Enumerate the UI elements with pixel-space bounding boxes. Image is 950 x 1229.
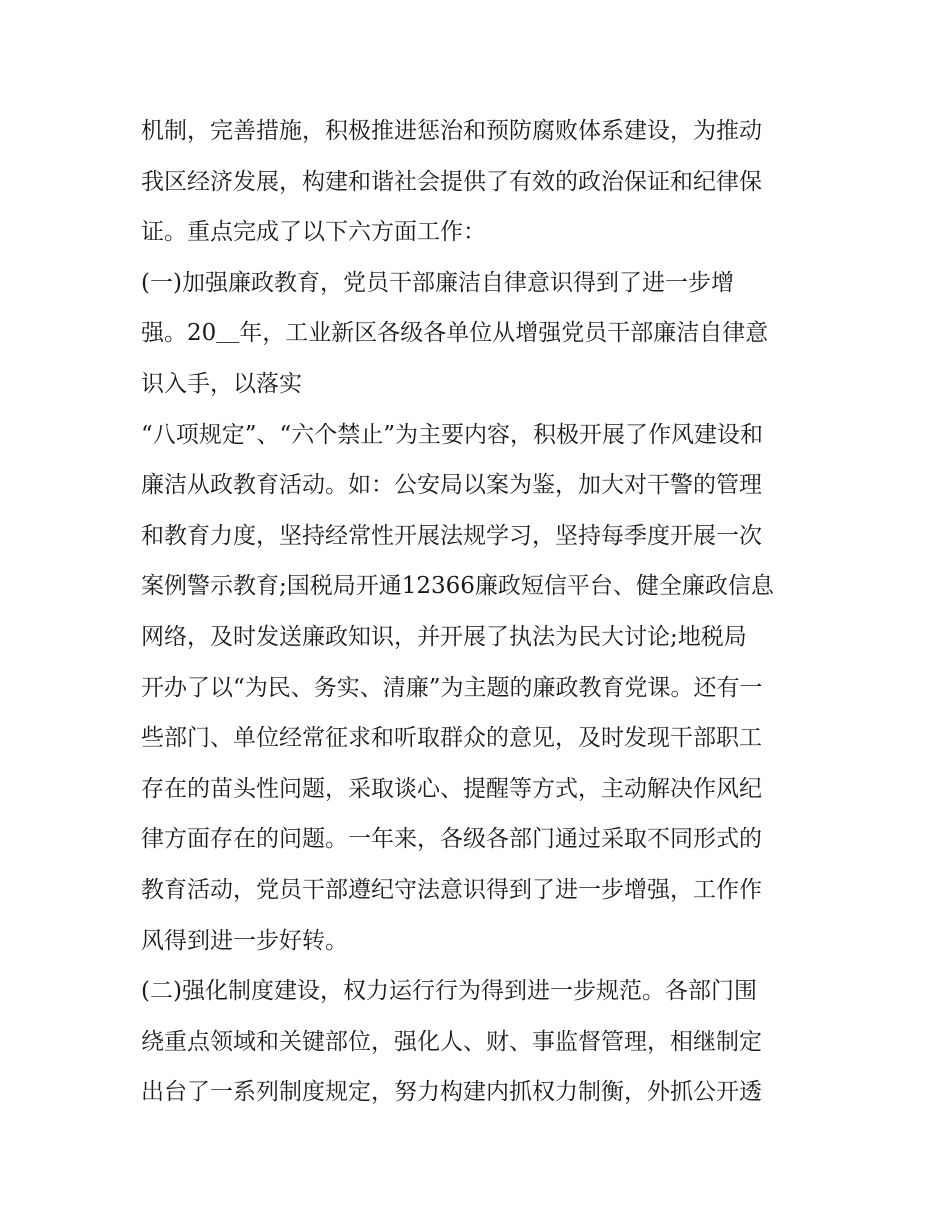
text-line: 识入手，以落实 <box>141 370 302 397</box>
text-line: 我区经济发展，构建和谐社会提供了有效的政治保证和纪律保 <box>141 168 762 195</box>
text-line: 网络，及时发送廉政知识，并开展了执法为民大讨论;地税局 <box>141 623 747 650</box>
text-line: 出台了一系列制度规定，努力构建内抓权力制衡，外抓公开透 <box>141 1079 762 1106</box>
text-line: 些部门、单位经常征求和听取群众的意见，及时发现干部职工 <box>141 725 762 752</box>
text-line: 机制，完善措施，积极推进惩治和预防腐败体系建设，为推动 <box>141 118 762 144</box>
text-line: 律方面存在的问题。一年来，各级各部门通过采取不同形式的 <box>141 826 762 853</box>
text-line: 存在的苗头性问题，采取谈心、提醒等方式，主动解决作风纪 <box>141 775 762 802</box>
text-line: 证。重点完成了以下六方面工作： <box>141 219 486 246</box>
text-line: 案例警示教育;国税局开通12366廉政短信平台、健全廉政信息 <box>141 573 774 600</box>
text-line: 廉洁从政教育活动。如：公安局以案为鉴，加大对干警的管理 <box>141 472 762 499</box>
body-text <box>141 106 821 1118</box>
text-line: 开办了以“为民、务实、清廉”为主题的廉政教育党课。还有一 <box>141 674 763 701</box>
text-line: 和教育力度，坚持经常性开展法规学习，坚持每季度开展一次 <box>141 522 762 549</box>
text-line: (二)强化制度建设，权力运行行为得到进一步规范。各部门围 <box>141 978 757 1005</box>
text-line: (一)加强廉政教育，党员干部廉洁自律意识得到了进一步增 <box>141 269 734 296</box>
text-line: 风得到进一步好转。 <box>141 927 348 954</box>
text-line: 强。20＿年，工业新区各级各单位从增强党员干部廉洁自律意 <box>141 320 769 347</box>
text-line: 教育活动，党员干部遵纪守法意识得到了进一步增强，工作作 <box>141 876 762 903</box>
text-line: 绕重点领域和关键部位，强化人、财、事监督管理，相继制定 <box>141 1028 762 1055</box>
text-line: “八项规定”、“六个禁止”为主要内容，积极开展了作风建设和 <box>141 421 764 448</box>
